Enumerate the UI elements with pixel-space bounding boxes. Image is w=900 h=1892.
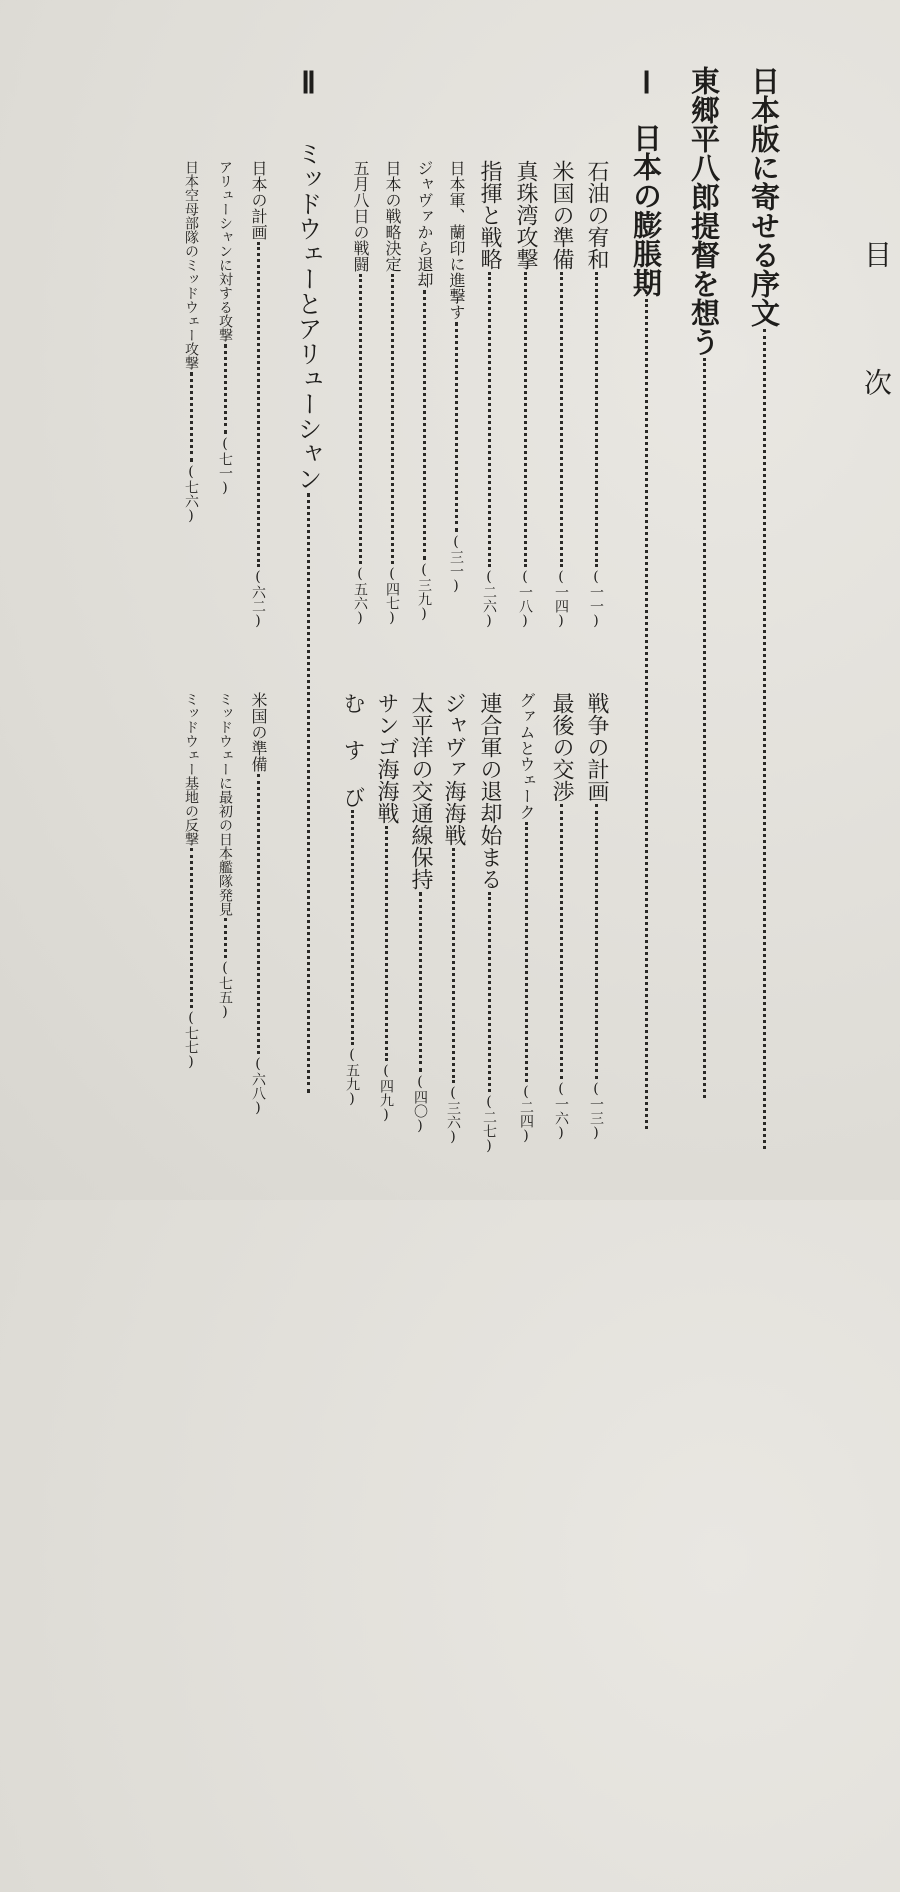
leader-dots [452, 848, 455, 1083]
page-number: (五九) [344, 1047, 360, 1107]
page-number: (四〇) [412, 1074, 428, 1134]
leader-dots [385, 826, 388, 1061]
toc-entry [475, 692, 503, 1892]
toc-entry [338, 692, 366, 1892]
page-number: (一一) [588, 569, 604, 629]
front-entry [686, 66, 722, 1266]
leader-dots [455, 322, 458, 532]
part-heading [628, 66, 664, 1266]
toc-entry-label: む す び [340, 692, 365, 808]
toc-entry [582, 692, 610, 1892]
leader-dots [560, 272, 563, 567]
leader-dots [224, 344, 227, 434]
toc-entry-label: 五月八日の戦闘 [351, 160, 370, 272]
page-number: (一六) [553, 1081, 569, 1141]
toc-entry-label: 日本の戦略決定 [383, 160, 402, 272]
toc-entry-label: 最後の交渉 [549, 692, 574, 802]
leader-dots [359, 274, 362, 564]
toc-entry-label: 真珠湾攻撃 [513, 160, 538, 270]
leader-dots [595, 804, 598, 1079]
page-number: (一四) [553, 569, 569, 629]
leader-dots [351, 810, 354, 1045]
leader-dots [257, 774, 260, 1054]
toc-entry [248, 692, 268, 1892]
page-number: (三九) [416, 562, 432, 622]
page-number: (一三) [588, 1081, 604, 1141]
toc-entry-label: 日本軍、蘭印に進撃す [447, 160, 466, 320]
leader-dots [224, 918, 227, 958]
front-entry [746, 66, 782, 1266]
page-number: (四七) [384, 566, 400, 626]
leader-dots [307, 493, 310, 1093]
page-number: (五六) [352, 566, 368, 626]
leader-dots [190, 848, 193, 1008]
part-numeral: Ⅰ [630, 66, 663, 101]
toc-entry-label: 指揮と戦略 [477, 160, 502, 270]
page-number: (一八) [517, 569, 533, 629]
toc-entry-label: 連合軍の退却始まる [477, 692, 502, 890]
toc-entry [216, 692, 234, 1892]
front-entry-label: 東郷平八郎提督を想う [687, 66, 721, 356]
part-heading-label: 日本の膨脹期 [629, 123, 663, 297]
page-number: (六二) [250, 569, 266, 629]
page-number: (七五) [217, 960, 233, 1020]
toc-entry-label: 石油の宥和 [584, 160, 609, 270]
page-number: (七六) [183, 464, 199, 524]
leader-dots [423, 290, 426, 560]
leader-dots [391, 274, 394, 564]
leader-dots [595, 272, 598, 567]
toc-entry [182, 692, 200, 1892]
page-number: (四九) [378, 1063, 394, 1123]
toc-entry [406, 692, 434, 1892]
page-number: (六八) [250, 1056, 266, 1116]
page-number: (二七) [481, 1094, 497, 1154]
part-heading-label: ミッドウェーとアリューシャン [294, 141, 323, 491]
leader-dots [257, 242, 260, 567]
page-number: (七七) [183, 1010, 199, 1070]
page-number: (二六) [481, 569, 497, 629]
leader-dots [190, 372, 193, 462]
toc-title-moku: 目 [860, 240, 893, 368]
toc-entry-label: アリューシャンに対する攻撃 [217, 160, 233, 342]
page-number: (七一) [217, 436, 233, 496]
leader-dots [419, 892, 422, 1072]
leader-dots [763, 329, 766, 1149]
leader-dots [703, 358, 706, 1098]
page-number: (二四) [518, 1084, 534, 1144]
leader-dots [525, 822, 528, 1082]
toc-entry-label: 米国の準備 [249, 692, 268, 772]
toc-entry [516, 692, 536, 1892]
toc-entry-label: 米国の準備 [549, 160, 574, 270]
leader-dots [488, 272, 491, 567]
toc-entry-label: ジャヴァ海海戦 [441, 692, 466, 846]
page-number: (三六) [445, 1085, 461, 1145]
toc-entry-label: サンゴ海海戦 [374, 692, 399, 824]
leader-dots [524, 272, 527, 567]
toc-entry-label: 戦争の計画 [584, 692, 609, 802]
toc-title [860, 240, 893, 496]
toc-entry-label: 日本の計画 [249, 160, 268, 240]
toc-entry [439, 692, 467, 1892]
toc-entry [372, 692, 400, 1892]
leader-dots [560, 804, 563, 1079]
front-entry-label: 日本版に寄せる序文 [747, 66, 781, 327]
toc-entry-label: ミッドウェーに最初の日本艦隊発見 [217, 692, 233, 916]
part-numeral: Ⅱ [292, 66, 325, 101]
toc-entry [547, 692, 575, 1892]
toc-entry-label: 日本空母部隊のミッドウェー攻撃 [183, 160, 199, 370]
part-heading [292, 66, 324, 1266]
page-number: (三一) [448, 534, 464, 594]
leader-dots [488, 892, 491, 1092]
leader-dots [645, 299, 648, 1129]
toc-entry-label: ジャヴァから退却 [415, 160, 434, 288]
toc-entry-label: グァムとウェーク [517, 692, 536, 820]
toc-entry-label: 太平洋の交通線保持 [408, 692, 433, 890]
toc-title-ji: 次 [860, 368, 893, 496]
toc-entry-label: ミッドウェー基地の反撃 [183, 692, 199, 846]
